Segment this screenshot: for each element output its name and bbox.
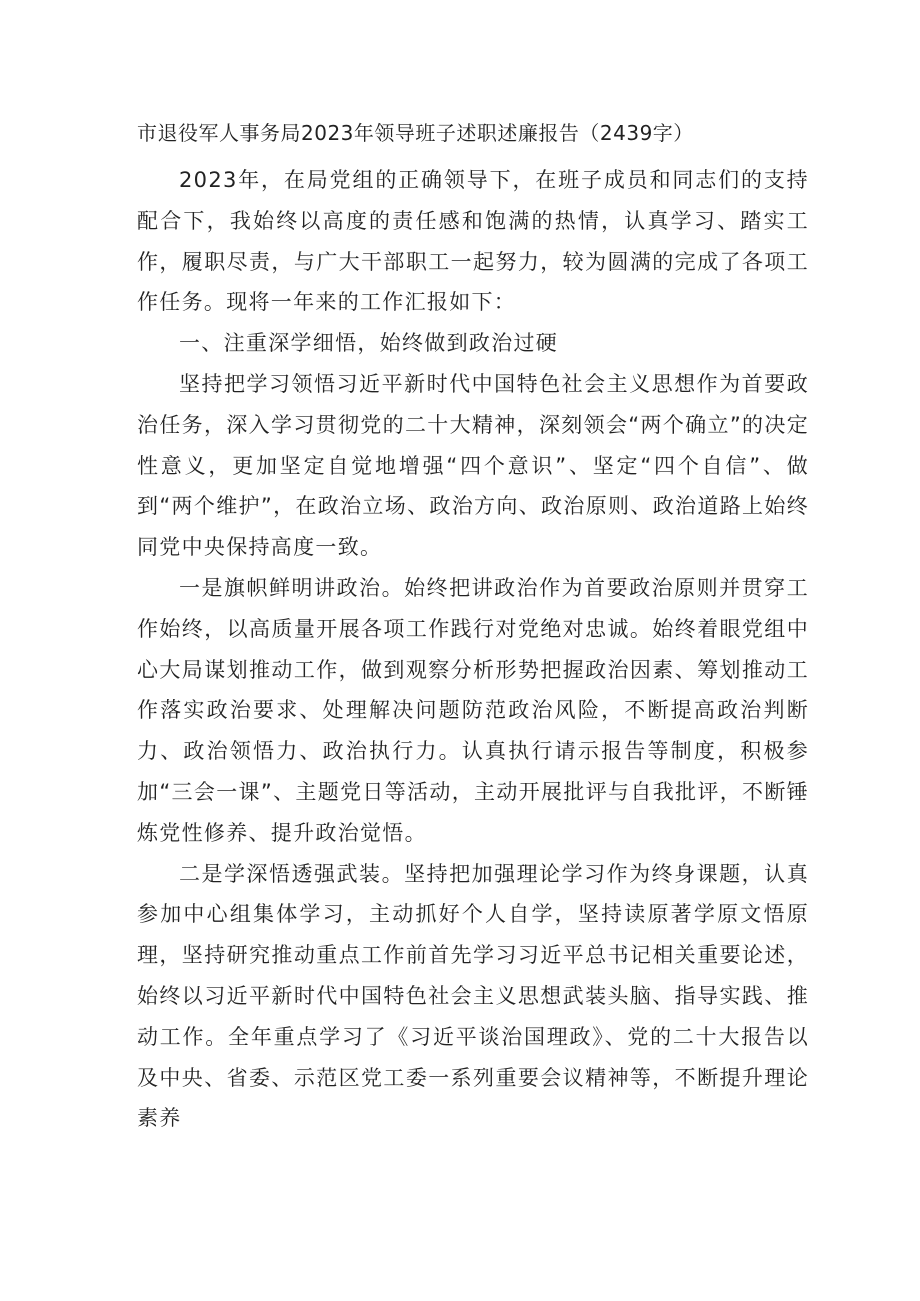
body-paragraph: 一是旗帜鲜明讲政治。始终把讲政治作为首要政治原则并贯穿工作始终，以高质量开展各项工作践行对党绝对忠诚。始终着眼党组中心大局谋划推动工作，做到观察分析形势把握政治因素、筹划推动工作落实政治要求、处理解决问题防范政治风险，不断提高政治判断力、政治领悟力、政治执行力。认真执行请示报告等制度，积极参加“三会一课”、主题党日等活动，主动开展批评与自我批评，不断锤炼党性修养、提升政治觉悟。 — [137, 575, 809, 845]
document-body — [137, 160, 809, 1139]
section-heading: 一、注重深学细悟，始终做到政治过硬 — [179, 331, 559, 356]
document-title: 市退役军人事务局2023年领导班子述职述廉报告（2439字） — [137, 121, 694, 145]
body-paragraph: 二是学深悟透强武装。坚持把加强理论学习作为终身课题，认真参加中心组集体学习，主动抓好个人自学，坚持读原著学原文悟原理，坚持研究推动重点工作前首先学习习近平总书记相关重要论述，始终以习近平新时代中国特色社会主义思想武装头脑、指导实践、推动工作。全年重点学习了《习近平谈治国理政》、党的二十大报告以及中央、省委、示范区党工委一系列重要会议精神等，不断提升理论素养 — [137, 861, 809, 1131]
body-paragraph: 坚持把学习领悟习近平新时代中国特色社会主义思想作为首要政治任务，深入学习贯彻党的二十大精神，深刻领会“两个确立”的决定性意义，更加坚定自觉地增强“四个意识”、坚定“四个自信”、做到“两个维护”，在政治立场、政治方向、政治原则、政治道路上始终同党中央保持高度一致。 — [137, 371, 809, 560]
intro-paragraph: 2023年，在局党组的正确领导下，在班子成员和同志们的支持配合下，我始终以高度的责任感和饱满的热情，认真学习、踏实工作，履职尽责，与广大干部职工一起努力，较为圆满的完成了各项工作任务。现将一年来的工作汇报如下： — [137, 168, 809, 315]
